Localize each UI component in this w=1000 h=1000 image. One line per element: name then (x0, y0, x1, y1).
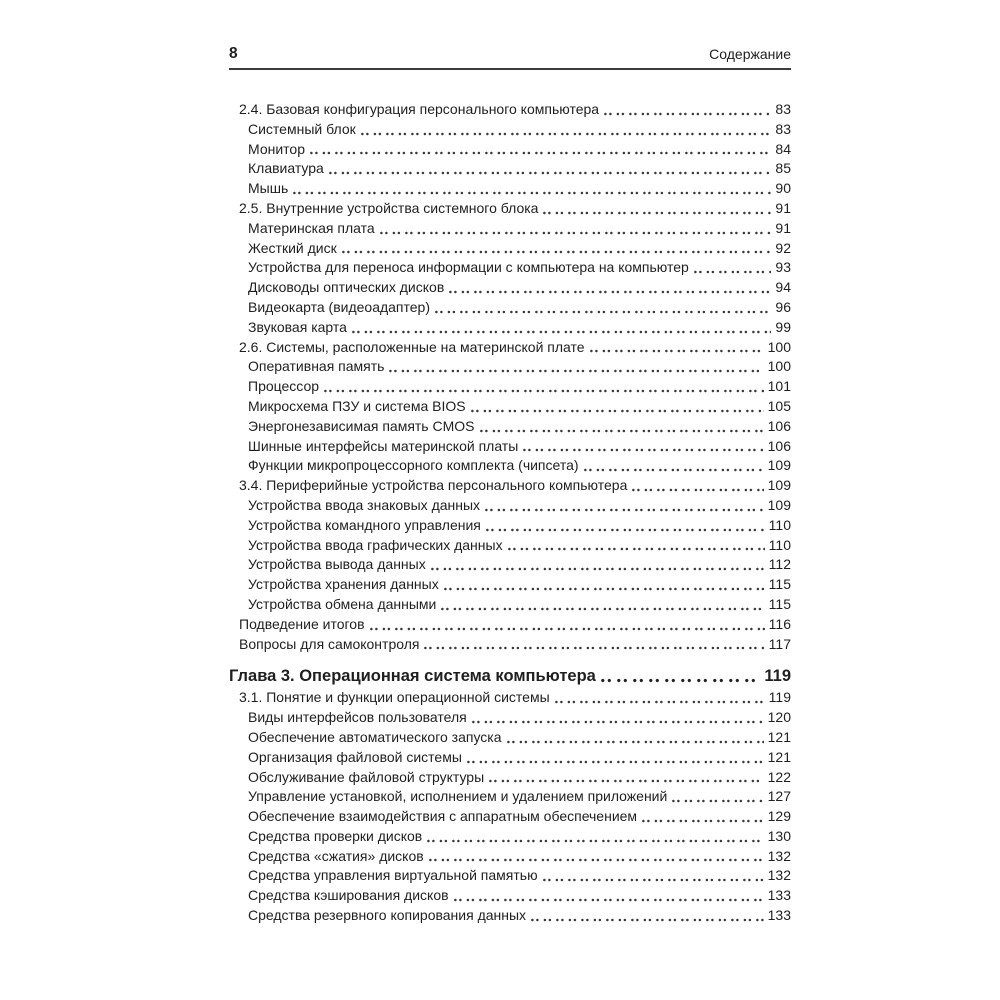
toc-entry (229, 397, 791, 417)
toc-entry-page: 84 (775, 140, 791, 157)
toc-entry-title: Звуковая карта (248, 318, 347, 335)
toc-entry (229, 437, 791, 457)
dot-leader (426, 555, 769, 575)
dot-leader (538, 866, 768, 886)
toc-entry-title: Вопросы для самоконтроля (239, 635, 420, 652)
toc-entry-page: 109 (767, 457, 791, 474)
toc-entry-page: 120 (767, 709, 791, 726)
toc-entry (229, 496, 791, 516)
toc-entry-page: 100 (767, 358, 791, 375)
dot-leader (319, 377, 768, 397)
toc-entry-title: Устройства обмена данными (248, 595, 437, 612)
toc-entry (229, 575, 791, 595)
dot-leader (667, 787, 767, 807)
toc-entry-page: 109 (767, 477, 791, 494)
dot-leader (550, 688, 769, 708)
toc-entry-page: 106 (767, 437, 791, 454)
toc-entry-page: 83 (775, 101, 791, 117)
dot-leader (467, 708, 768, 728)
toc-entry (229, 555, 791, 575)
toc-entry-page: 112 (768, 556, 791, 573)
toc-entry-page: 116 (768, 615, 791, 632)
dot-leader (419, 635, 768, 655)
dot-leader (526, 906, 768, 926)
dot-leader (347, 318, 775, 338)
toc-entry-page: 122 (767, 768, 791, 785)
toc-entry-title: Средства «сжатия» дисков (248, 847, 424, 864)
toc-entry (229, 728, 791, 748)
toc-entry (229, 635, 791, 655)
toc-entry (229, 298, 791, 318)
toc-entry-title: Монитор (248, 140, 305, 157)
toc-entry (229, 318, 791, 338)
toc-entry-page: 130 (767, 827, 791, 844)
toc-entry-page: 132 (767, 847, 791, 864)
toc-entry-title: Глава 3. Операционная система компьютера (229, 667, 596, 686)
dot-leader (637, 807, 768, 827)
dot-leader (365, 615, 769, 635)
dot-leader (484, 768, 767, 788)
toc-entry (229, 476, 791, 496)
toc-entry (229, 456, 791, 476)
toc-entry (229, 219, 791, 239)
page-header (229, 46, 791, 70)
toc-entry (229, 417, 791, 437)
toc-entry-title: Шинные интерфейсы материнской платы (248, 437, 519, 454)
toc-entry-title: Управление установкой, исполнением и удалением приложений (248, 788, 668, 805)
toc-entry-title: Энергонезависимая память CMOS (248, 417, 475, 434)
table-of-contents (229, 100, 791, 926)
toc-entry-page: 110 (768, 536, 791, 553)
toc-entry (229, 688, 791, 708)
dot-leader (579, 456, 768, 476)
toc-entry-title: 2.6. Системы, расположенные на материнской плате (239, 338, 585, 355)
dot-leader (375, 219, 776, 239)
toc-entry-page: 119 (768, 689, 791, 706)
toc-entry (229, 100, 791, 120)
toc-entry-page: 127 (767, 788, 791, 805)
toc-entry-page: 106 (767, 417, 791, 434)
toc-entry (229, 536, 791, 556)
toc-entry-title: 2.4. Базовая конфигурация персонального компьютера (239, 101, 600, 117)
dot-leader (424, 847, 768, 867)
toc-entry-title: Средства кэширования дисков (248, 887, 449, 904)
toc-entry-page: 100 (767, 338, 791, 355)
toc-entry-title: Устройства ввода графических данных (248, 536, 503, 553)
toc-entry-page: 91 (775, 219, 791, 236)
toc-entry-title: Дисководы оптических дисков (248, 279, 445, 296)
toc-entry (229, 615, 791, 635)
toc-entry-page: 83 (775, 120, 791, 137)
dot-leader (475, 417, 768, 437)
toc-entry-page: 110 (768, 516, 791, 533)
toc-entry (229, 886, 791, 906)
toc-entry-title: Обслуживание файловой структуры (248, 768, 485, 785)
dot-leader (466, 397, 768, 417)
toc-entry-title: 3.1. Понятие и функции операционной системы (239, 689, 550, 706)
dot-leader (503, 536, 769, 556)
toc-entry-page: 133 (767, 907, 791, 924)
dot-leader (689, 258, 776, 278)
toc-entry (229, 847, 791, 867)
toc-entry-page: 85 (775, 160, 791, 177)
dot-leader (337, 239, 776, 259)
toc-entry-title: Обеспечение автоматического запуска (248, 728, 502, 745)
dot-leader (481, 516, 769, 536)
dot-leader (305, 140, 775, 160)
toc-entry (229, 338, 791, 358)
toc-entry-title: Микросхема ПЗУ и система BIOS (248, 397, 466, 414)
dot-leader (436, 595, 768, 615)
toc-entry-page: 132 (767, 867, 791, 884)
toc-entry-title: Мышь (248, 180, 289, 197)
toc-entry-title: Жесткий диск (248, 239, 337, 256)
toc-entry-title: Функции микропроцессорного комплекта (чипсета) (248, 457, 579, 474)
dot-leader (324, 159, 776, 179)
toc-entry-page: 99 (775, 318, 791, 335)
toc-entry-page: 129 (767, 808, 791, 825)
toc-entry (229, 159, 791, 179)
toc-entry (229, 595, 791, 615)
toc-entry (229, 278, 791, 298)
dot-leader (599, 100, 775, 120)
toc-entry-title: 3.4. Периферийные устройства персонального компьютера (239, 477, 628, 494)
toc-entry (229, 140, 791, 160)
dot-leader (430, 298, 775, 318)
toc-entry-page: 94 (775, 279, 791, 296)
toc-entry (229, 179, 791, 199)
toc-entry (229, 827, 791, 847)
toc-entry-page: 133 (767, 887, 791, 904)
toc-entry (229, 516, 791, 536)
toc-entry-page: 101 (767, 378, 791, 395)
toc-entry (229, 708, 791, 728)
toc-entry (229, 906, 791, 926)
dot-leader (288, 179, 775, 199)
toc-entry-title: 2.5. Внутренние устройства системного блока (239, 199, 539, 216)
toc-entry (229, 866, 791, 886)
toc-entry (229, 807, 791, 827)
dot-leader (480, 496, 768, 516)
toc-entry-page: 90 (775, 180, 791, 197)
toc-entry-page: 93 (775, 259, 791, 276)
toc-entry-page: 121 (767, 748, 791, 765)
toc-chapter-entry (229, 664, 791, 688)
toc-entry (229, 787, 791, 807)
dot-leader (444, 278, 775, 298)
dot-leader (449, 886, 768, 906)
toc-entry-title: Оперативная память (248, 358, 385, 375)
toc-entry-page: 115 (768, 576, 791, 593)
toc-entry-page: 115 (768, 595, 791, 612)
toc-entry-title: Процессор (248, 378, 320, 395)
toc-entry-title: Средства резервного копирования данных (248, 907, 527, 924)
dot-leader (596, 664, 765, 688)
toc-entry-title: Устройства вывода данных (248, 556, 426, 573)
toc-entry (229, 120, 791, 140)
toc-entry-title: Устройства хранения данных (248, 576, 439, 593)
dot-leader (439, 575, 769, 595)
toc-entry (229, 768, 791, 788)
toc-entry-page: 117 (768, 635, 791, 652)
toc-entry-title: Системный блок (248, 120, 356, 137)
dot-leader (384, 357, 767, 377)
toc-entry-title: Подведение итогов (239, 615, 365, 632)
toc-entry-page: 119 (764, 667, 791, 686)
toc-entry-title: Средства проверки дисков (248, 827, 423, 844)
dot-leader (502, 728, 768, 748)
dot-leader (538, 199, 775, 219)
toc-entry-title: Устройства ввода знаковых данных (248, 496, 481, 513)
dot-leader (518, 437, 767, 457)
toc-entry-page: 92 (775, 239, 791, 256)
dot-leader (627, 476, 767, 496)
toc-entry-title: Устройства для переноса информации с компьютера на компьютер (248, 259, 689, 276)
toc-entry-page: 121 (767, 728, 791, 745)
dot-leader (462, 748, 768, 768)
toc-entry (229, 377, 791, 397)
toc-entry-title: Средства управления виртуальной памятью (248, 867, 538, 884)
toc-entry-page: 91 (775, 199, 791, 216)
toc-entry-page: 109 (767, 496, 791, 513)
running-title: Содержание (709, 46, 791, 62)
dot-leader (356, 120, 776, 140)
toc-entry-page: 96 (775, 298, 791, 315)
dot-leader (585, 338, 768, 358)
page-number: 8 (229, 45, 238, 62)
toc-entry (229, 748, 791, 768)
toc-entry-title: Виды интерфейсов пользователя (248, 709, 467, 726)
toc-entry-title: Обеспечение взаимодействия с аппаратным обеспечением (248, 808, 638, 825)
toc-entry-title: Устройства командного управления (248, 516, 481, 533)
dot-leader (422, 827, 767, 847)
toc-entry-title: Клавиатура (248, 160, 324, 177)
toc-entry (229, 239, 791, 259)
toc-entry (229, 199, 791, 219)
toc-entry-title: Материнская плата (248, 219, 375, 236)
toc-entry (229, 357, 791, 377)
toc-entry-page: 105 (767, 397, 791, 414)
toc-entry-title: Видеокарта (видеоадаптер) (248, 298, 430, 315)
toc-entry (229, 258, 791, 278)
toc-entry-title: Организация файловой системы (248, 748, 462, 765)
